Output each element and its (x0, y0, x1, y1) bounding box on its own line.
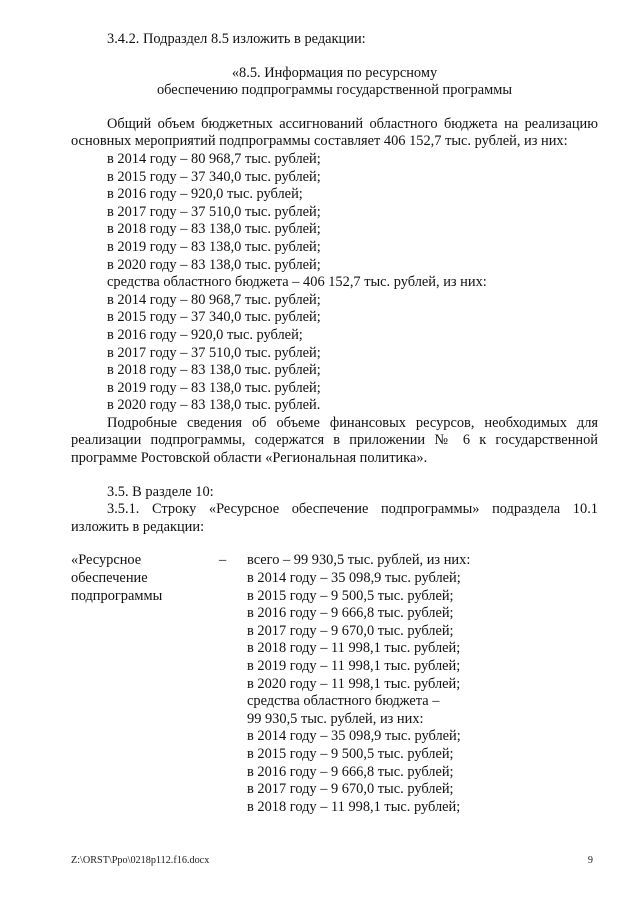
table-value-line: 99 930,5 тыс. рублей, из них: (247, 710, 424, 727)
resource-table-label (71, 552, 219, 816)
table-value-line: в 2015 году – 9 500,5 тыс. рублей; (247, 587, 454, 604)
year-line: в 2015 году – 37 340,0 тыс. рублей; (107, 168, 321, 185)
table-value-line: в 2015 году – 9 500,5 тыс. рублей; (247, 745, 454, 762)
year-line: в 2014 году – 80 968,7 тыс. рублей; (107, 291, 321, 308)
table-value-line: в 2014 году – 35 098,9 тыс. рублей; (247, 728, 461, 745)
year-line: в 2019 году – 83 138,0 тыс. рублей; (107, 379, 321, 396)
years-list-total (71, 151, 598, 274)
year-line: в 2014 году – 80 968,7 тыс. рублей; (107, 150, 321, 167)
year-line: в 2016 году – 920,0 тыс. рублей; (107, 186, 303, 203)
table-value-line: средства областного бюджета – (247, 693, 440, 710)
document-body (71, 31, 598, 816)
section-title-line-2: обеспечению подпрограммы государственной программы (156, 82, 513, 99)
table-label-line: подпрограммы (71, 587, 163, 604)
section-3-5: 3.5. В разделе 10: (107, 483, 214, 500)
table-value-line: в 2019 году – 11 998,1 тыс. рублей; (247, 658, 461, 674)
year-line: в 2016 году – 920,0 тыс. рублей; (107, 326, 303, 343)
file-path: Z:\ORST\Ppo\0218p112.f16.docx (71, 855, 210, 866)
year-line: в 2018 году – 83 138,0 тыс. рублей; (107, 221, 321, 238)
section-3-5-1: 3.5.1. Строку «Ресурсное обеспечение подпрограммы» подраздела 10.1 изложить в редакции: (71, 501, 598, 535)
table-value-line: в 2014 году – 35 098,9 тыс. рублей; (247, 570, 461, 587)
table-label-line: «Ресурсное (71, 552, 142, 569)
intro-paragraph: Общий объем бюджетных ассигнований областного бюджета на реализацию основных мероприятий подпрограммы составляет 406 152,7 тыс. рублей, из них: (71, 115, 598, 150)
table-label-line: обеспечение (71, 570, 148, 587)
table-value-line: в 2017 году – 9 670,0 тыс. рублей; (247, 622, 454, 639)
year-line: в 2017 году – 37 510,0 тыс. рублей; (107, 203, 321, 220)
table-value-line: в 2020 году – 11 998,1 тыс. рублей; (247, 675, 461, 692)
table-value-line: в 2017 году – 9 670,0 тыс. рублей; (247, 781, 454, 798)
resource-table (71, 552, 598, 816)
table-value-line: в 2018 году – 11 998,1 тыс. рублей; (247, 640, 461, 657)
year-line: в 2020 году – 83 138,0 тыс. рублей; (107, 256, 321, 273)
year-line: в 2019 году – 83 138,0 тыс. рублей; (107, 238, 321, 255)
year-line: в 2020 году – 83 138,0 тыс. рублей. (107, 397, 321, 414)
table-value-line: в 2016 году – 9 666,8 тыс. рублей; (247, 763, 454, 780)
table-value-line: в 2018 году – 11 998,1 тыс. рублей; (247, 798, 461, 815)
resource-table-values (247, 552, 598, 816)
table-value-line: всего – 99 930,5 тыс. рублей, из них: (247, 552, 471, 569)
section-title-line-1: «8.5. Информация по ресурсному (231, 64, 438, 81)
years-list-regional (71, 292, 598, 415)
table-value-line: в 2016 году – 9 666,8 тыс. рублей; (247, 605, 454, 622)
regional-funds-line: средства областного бюджета – 406 152,7 тыс. рублей, из них: (107, 274, 487, 291)
resource-table-dash: – (219, 552, 227, 569)
section-3-4-2: 3.4.2. Подраздел 8.5 изложить в редакции: (107, 31, 366, 47)
year-line: в 2017 году – 37 510,0 тыс. рублей; (107, 344, 321, 361)
year-line: в 2015 году – 37 340,0 тыс. рублей; (107, 309, 321, 326)
details-paragraph: Подробные сведения об объеме финансовых ресурсов, необходимых для реализации подпрограммы, содержатся в приложении № 6 к государственной программе Ростовской области «Региональная политика». (71, 414, 598, 467)
page-number: 9 (587, 855, 593, 866)
year-line: в 2018 году – 83 138,0 тыс. рублей; (107, 362, 321, 379)
